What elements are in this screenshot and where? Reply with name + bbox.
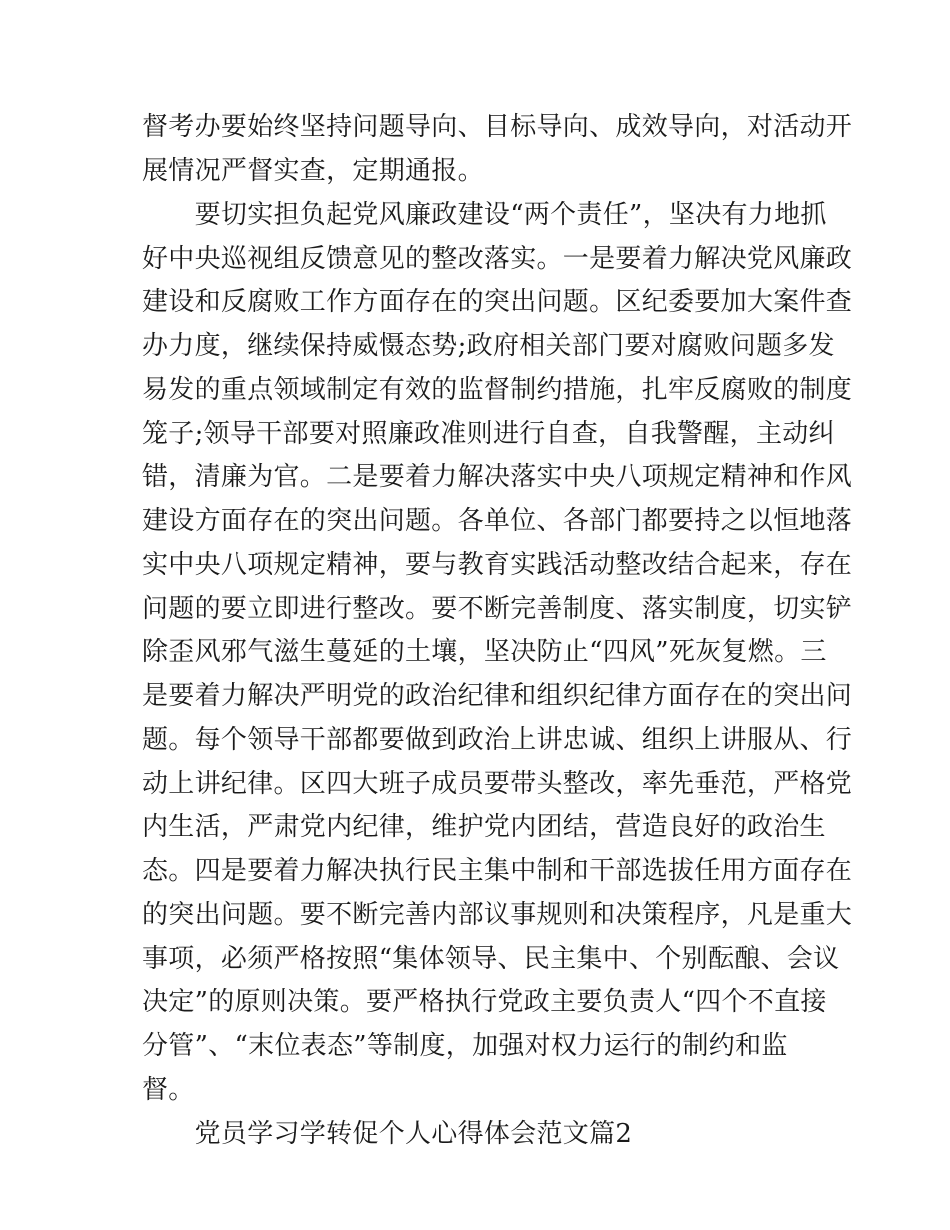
text-line: 问题的要立即进行整改。要不断完善制度、落实制度，切实铲: [142, 594, 853, 624]
text-line: 建设方面存在的突出问题。各单位、各部门都要持之以恒地落: [142, 506, 853, 536]
text-line: 决定”的原则决策。要严格执行党政主要负责人“四个不直接: [142, 987, 827, 1017]
text-line: 的突出问题。要不断完善内部议事规则和决策程序，凡是重大: [142, 900, 853, 930]
text-line: 建设和反腐败工作方面存在的突出问题。区纪委要加大案件查: [142, 287, 853, 317]
section-heading: 党员学习学转促个人心得体会范文篇2: [142, 1119, 633, 1149]
text-line: 分管”、“末位表态”等制度，加强对权力运行的制约和监: [142, 1031, 788, 1061]
text-line: 错，清廉为官。二是要着力解决落实中央八项规定精神和作风: [142, 462, 853, 492]
text-line: 内生活，严肃党内纪律，维护党内团结，营造良好的政治生: [142, 812, 826, 842]
text-line: 督。: [142, 1075, 195, 1105]
text-line: 好中央巡视组反馈意见的整改落实。一是要着力解决党风廉政: [142, 244, 853, 274]
text-line: 笼子;领导干部要对照廉政准则进行自查，自我警醒，主动纠: [142, 419, 835, 449]
text-line: 办力度，继续保持威慑态势;政府相关部门要对腐败问题多发: [142, 331, 835, 361]
text-line: 是要着力解决严明党的政治纪律和组织纪律方面存在的突出问: [142, 681, 853, 711]
text-line: 题。每个领导干部都要做到政治上讲忠诚、组织上讲服从、行: [142, 725, 853, 755]
text-line: 督考办要始终坚持问题导向、目标导向、成效导向，对活动开: [142, 112, 853, 142]
text-line: 实中央八项规定精神，要与教育实践活动整改结合起来，存在: [142, 550, 853, 580]
text-line: 展情况严督实查，定期通报。: [142, 156, 484, 186]
text-line: 动上讲纪律。区四大班子成员要带头整改，率先垂范，严格党: [142, 769, 853, 799]
text-line: 事项，必须严格按照“集体领导、民主集中、个别酝酿、会议: [142, 944, 840, 974]
text-line: 易发的重点领域制定有效的监督制约措施，扎牢反腐败的制度: [142, 375, 853, 405]
text-line: 要切实担负起党风廉政建设“两个责任”，坚决有力地抓: [142, 200, 827, 230]
text-line: 除歪风邪气滋生蔓延的土壤，坚决防止“四风”死灰复燃。三: [142, 637, 827, 667]
text-line: 态。四是要着力解决执行民主集中制和干部选拔任用方面存在: [142, 856, 853, 886]
